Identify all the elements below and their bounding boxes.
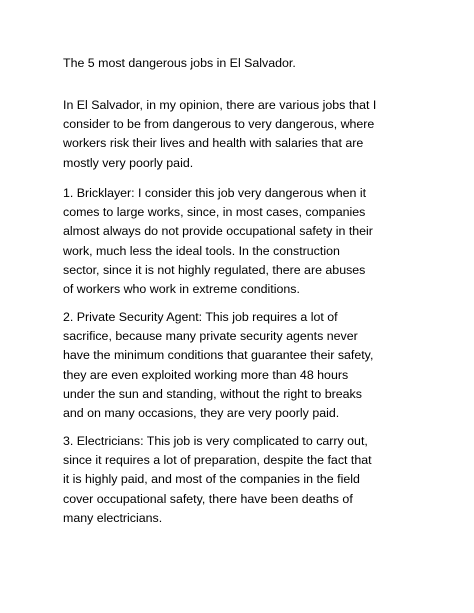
- paragraph-line: many electricians.: [63, 510, 163, 525]
- paragraph-line: almost always do not provide occupational safety in their: [63, 224, 373, 239]
- paragraph-line: they are even exploited working more than 48 hours: [63, 367, 349, 382]
- paragraph-line: it is highly paid, and most of the companies in the field: [63, 472, 360, 487]
- paragraph-line: work, much less the ideal tools. In the construction: [63, 243, 340, 258]
- paragraph-line: In El Salvador, in my opinion, there are various jobs that I: [63, 98, 377, 112]
- paragraph-line: since it requires a lot of preparation, despite the fact that: [63, 453, 372, 468]
- paragraph-electricians: [63, 432, 443, 528]
- paragraph-line: 1. Bricklayer: I consider this job very dangerous when it: [63, 186, 367, 200]
- paragraph-line: under the sun and standing, without the right to breaks: [63, 386, 362, 401]
- paragraph-line: sector, since it is not highly regulated, there are abuses: [63, 262, 366, 277]
- paragraph-line: 3. Electricians: This job is very complicated to carry out,: [63, 434, 368, 448]
- paragraph-line: mostly very poorly paid.: [63, 155, 194, 170]
- paragraph-line: have the minimum conditions that guarantee their safety,: [63, 348, 374, 363]
- paragraph-intro: [63, 96, 443, 173]
- paragraph-line: sacrifice, because many private security agents never: [63, 329, 358, 344]
- paragraph-line: consider to be from dangerous to very dangerous, where: [63, 117, 375, 132]
- paragraph-line: workers risk their lives and health with salaries that are: [63, 136, 364, 151]
- paragraph-line: and on many occasions, they are very poorly paid.: [63, 406, 340, 421]
- document-title: The 5 most dangerous jobs in El Salvador.: [63, 56, 296, 70]
- paragraph-security-agent: [63, 308, 443, 423]
- paragraph-line: comes to large works, since, in most cases, companies: [63, 205, 366, 220]
- paragraph-line: 2. Private Security Agent: This job requires a lot of: [63, 310, 338, 324]
- paragraph-line: of workers who work in extreme conditions.: [63, 282, 300, 297]
- paragraph-bricklayer: [63, 184, 443, 299]
- paragraph-line: cover occupational safety, there have been deaths of: [63, 491, 353, 506]
